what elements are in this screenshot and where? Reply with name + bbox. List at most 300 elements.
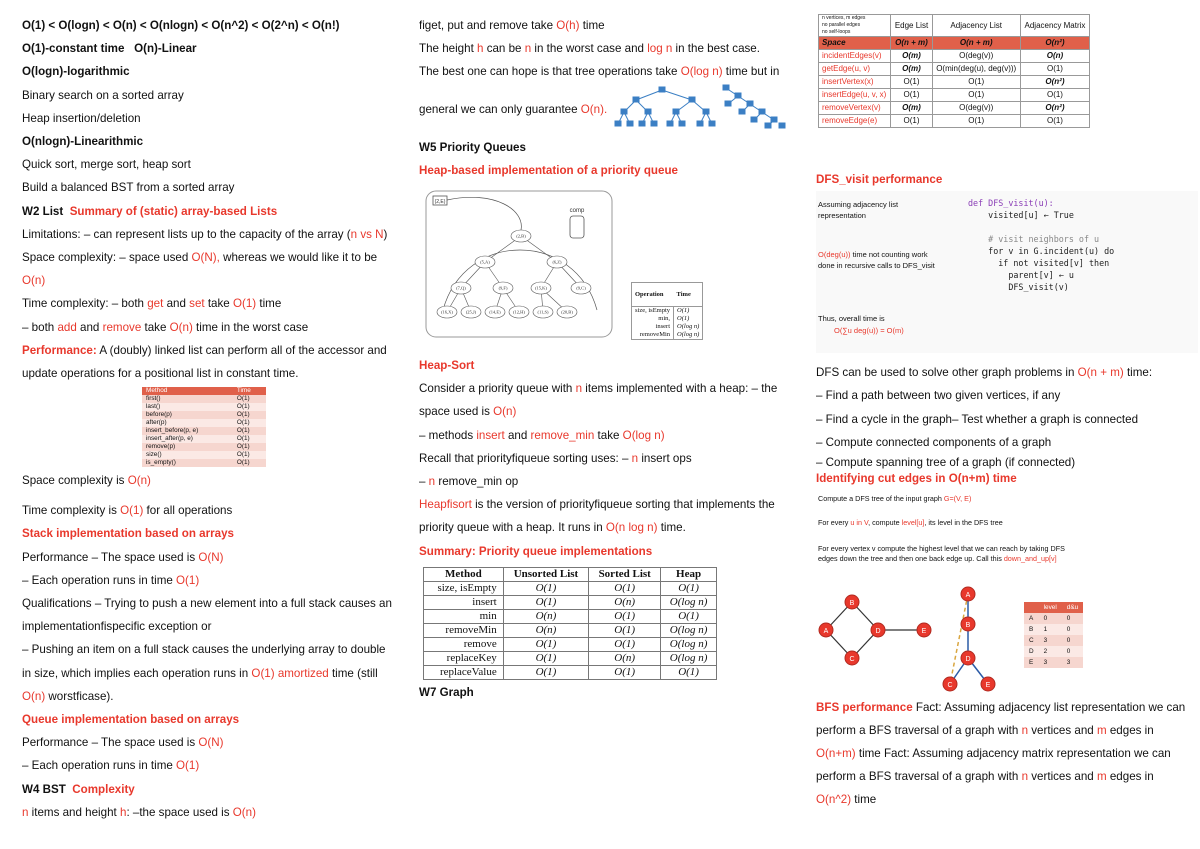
- push-3-red: O(n): [22, 689, 46, 703]
- heap-node-label: (14,E): [489, 309, 501, 315]
- hs-line-4: [419, 447, 803, 470]
- hs3-red: O(log n): [622, 428, 665, 442]
- graph-complexity-cell: O(deg(v)): [932, 102, 1020, 115]
- cut-edges-block: [816, 486, 1198, 696]
- bfs4-end: edges in: [1106, 770, 1154, 784]
- queue-perf-red: O(N): [198, 736, 224, 750]
- level-col-node: [1024, 602, 1039, 613]
- level-table-row: [1024, 624, 1083, 635]
- bfs-paragraph: [816, 696, 1198, 811]
- hs7-red: O(n log n): [605, 521, 658, 535]
- hs-line-7: [419, 516, 803, 539]
- column-3: [816, 14, 1198, 811]
- dfs-deg-note: [818, 249, 946, 271]
- method-table-header: [142, 387, 266, 395]
- method-time-cell: O(1): [236, 435, 250, 443]
- graph-op-cell: insertVertex(x): [819, 76, 891, 89]
- method-time-cell: O(1): [236, 427, 250, 435]
- time-all-line: [22, 499, 405, 522]
- method-time-cell: O(1): [236, 411, 250, 419]
- graph-complexity-cell: O(1): [932, 76, 1020, 89]
- adjacency-list-header: Adjacency List: [932, 15, 1020, 37]
- note-2: no parallel edges: [822, 22, 861, 28]
- heap-top-label: (2,E): [434, 199, 446, 206]
- op-name-cell: size, isEmpty: [635, 307, 671, 315]
- summary-title: Summary: Priority queue implementations: [419, 544, 653, 558]
- stack-perf-red: O(N): [198, 550, 224, 564]
- pq-method-cell: replaceKey: [424, 651, 504, 665]
- limitations-text: Limitations: – can represent lists up to the capacity of the array (: [22, 227, 351, 241]
- level-table-row: [1024, 646, 1083, 657]
- level-cell: 1: [1043, 626, 1048, 634]
- method-table-row: [142, 459, 266, 467]
- complexity-order: O(1) < O(logn) < O(n) < O(nlogn) < O(n^2) < O(2^n) < O(n!): [22, 19, 340, 32]
- best-end: time but in: [722, 65, 780, 79]
- w2-title: Summary of (static) array-based Lists: [69, 204, 278, 218]
- general-text: general we can only guarantee: [419, 102, 581, 116]
- time-o1: O(1): [232, 297, 257, 311]
- figet-line: [419, 14, 803, 37]
- graph-complexity-cell: O(m): [891, 63, 932, 76]
- level-cell: 0: [1066, 626, 1071, 634]
- edge-list-header: Edge List: [891, 15, 932, 37]
- column-2: [419, 14, 803, 704]
- pq-complexity-cell: O(1): [503, 581, 588, 595]
- heap-node-label: (9,C): [576, 285, 586, 291]
- bullet-3: – Compute connected components of a graph: [816, 435, 1052, 449]
- method-time-cell: O(1): [236, 459, 250, 467]
- graph-table-row: [819, 37, 1090, 50]
- space-line-2: O(n): [22, 274, 46, 288]
- heap-node-label: (7,Q): [456, 285, 466, 291]
- graph-op-cell: Space: [819, 37, 891, 50]
- level-table-row: [1024, 635, 1083, 646]
- pq-complexity-cell: O(n): [589, 595, 661, 609]
- space-is-text: Space complexity is: [22, 474, 128, 488]
- dfs-solve-end: time:: [1123, 366, 1153, 380]
- pq-complexity-cell: O(1): [589, 609, 661, 623]
- method-cell: first(): [146, 395, 161, 403]
- graph-complexity-cell: O(n²): [1020, 76, 1089, 89]
- node-d: D: [875, 628, 881, 636]
- note-1: n vertices, m edges: [822, 15, 866, 21]
- queue-each-red: O(1): [176, 759, 200, 773]
- height-end: in the best case.: [672, 42, 760, 56]
- cut3-text: For every vertex v compute the highest level that we can reach by taking DFS edges down the tree and then one back edge up. Call this: [818, 544, 1065, 564]
- cut2-level: level[u]: [901, 518, 925, 528]
- tree-shapes-illustration: [614, 84, 804, 130]
- code-line: # visit neighbors of u: [968, 234, 1100, 245]
- bfs4-n: n: [1021, 770, 1029, 784]
- both-text: – both: [22, 320, 58, 334]
- cut2-text-2: , compute: [868, 518, 902, 528]
- hs-line-5: [419, 470, 803, 493]
- both-take: take: [141, 320, 170, 334]
- pq-method-cell: removeMin: [424, 623, 504, 637]
- pq-table-row: [424, 651, 717, 665]
- time-text: Time complexity: – both: [22, 297, 148, 311]
- cut-edges-title: Identifying cut edges in O(n+m) time: [816, 472, 1017, 486]
- level-cell: D: [1029, 648, 1034, 656]
- stack-perf-line: [22, 546, 405, 569]
- level-cell: 2: [1043, 648, 1048, 656]
- graph-table-row: [819, 50, 1090, 63]
- qualifications-line: Qualifications – Trying to push a new element into a full stack causes an: [22, 597, 392, 611]
- cut2-text: For every: [818, 518, 851, 528]
- hs4-text: Recall that priorityfiqueue sorting uses: –: [419, 451, 632, 465]
- op-time-cell: O(1): [674, 307, 703, 316]
- bfs-line-2: [816, 719, 1198, 742]
- bst-text-2: : –the space used is: [126, 805, 233, 819]
- pq-table-row: [424, 609, 717, 623]
- w4-heading: [22, 778, 405, 801]
- height-line: [419, 37, 803, 60]
- bst-line: [22, 801, 405, 824]
- dfs-solve-line: [816, 361, 1198, 384]
- graph-complexity-cell: O(1): [932, 115, 1020, 128]
- cut-step-3: [818, 544, 1076, 564]
- level-table-row: [1024, 613, 1083, 624]
- graph-complexity-cell: O(n²): [1020, 102, 1089, 115]
- method-cell: size(): [146, 451, 162, 459]
- hs4-n: n: [631, 451, 639, 465]
- space-red: O(N),: [191, 251, 220, 265]
- code-line: DFS_visit(v): [968, 282, 1069, 293]
- pq-method-cell: min: [424, 609, 504, 623]
- dfs-title: DFS_visit performance: [816, 173, 943, 186]
- dfs-thus: Thus, overall time is: [818, 314, 885, 324]
- pq-complexity-cell: O(1): [661, 609, 717, 623]
- graph-table-block: [816, 14, 1198, 168]
- op-time-header: Time: [674, 283, 703, 307]
- graph-complexity-cell: O(1): [1020, 63, 1089, 76]
- time-all-end: for all operations: [143, 504, 233, 518]
- bfs-line-1: [816, 696, 1198, 719]
- stack-each-line: [22, 569, 405, 592]
- pq-complexity-cell: O(1): [503, 651, 588, 665]
- bfs4-text-2: vertices and: [1028, 770, 1097, 784]
- hs-line-2: [419, 400, 803, 423]
- space-line: [22, 246, 405, 269]
- graph-complexity-cell: O(1): [891, 115, 932, 128]
- bfs2-n: n: [1021, 724, 1029, 738]
- level-cell: A: [1029, 615, 1034, 623]
- method-time-cell: O(1): [236, 443, 250, 451]
- figet-end: time: [579, 19, 605, 32]
- time-take: take: [204, 297, 233, 311]
- stack-perf-text: Performance – The space used is: [22, 550, 199, 564]
- op-table-row: [632, 331, 703, 340]
- both-line: [22, 316, 405, 339]
- method-table-row: [142, 427, 266, 435]
- bullet-4: – Compute spanning tree of a graph (if connected): [816, 456, 1076, 470]
- graph-complexity-cell: O(n²): [1020, 37, 1089, 50]
- best-red: O(log n): [680, 65, 723, 79]
- heap-node-label: (5,A): [480, 259, 490, 265]
- dfs-visit-block: [816, 191, 1198, 353]
- method-time-cell: O(1): [236, 395, 250, 403]
- level-table: [1024, 602, 1083, 668]
- op-header: Operation: [632, 283, 674, 307]
- hs7-text: priority queue with a heap. It runs in: [419, 521, 606, 535]
- hs3-remove: remove_min: [530, 428, 595, 442]
- limitations-line: [22, 223, 405, 246]
- push-3-text: worstficase).: [45, 689, 114, 703]
- graph-complexity-cell: O(1): [891, 89, 932, 102]
- pq-header-cell: Sorted List: [589, 567, 661, 581]
- heap-op-table: [631, 282, 703, 340]
- method-table-row: [142, 435, 266, 443]
- tree-node-a: A: [965, 592, 971, 600]
- w4-title: Complexity: [72, 782, 135, 796]
- hs1-text: Consider a priority queue with: [419, 382, 576, 396]
- bst-n: n: [22, 805, 29, 819]
- performance-line-2: update operations for a positional list in constant time.: [22, 367, 299, 381]
- bfs3-red: O(n+m): [816, 747, 856, 761]
- best-line: [419, 60, 803, 83]
- node-c: C: [849, 656, 855, 664]
- dfs-graph-illustration: [816, 584, 1016, 696]
- comp-label: comp: [569, 208, 585, 215]
- bfs4-m: m: [1096, 770, 1107, 784]
- pq-header-cell: Heap: [661, 567, 717, 581]
- height-text-3: in the worst case and: [531, 42, 648, 56]
- bfs-label: BFS performance: [816, 701, 913, 715]
- op-table-row: [632, 323, 703, 331]
- dfs-solve-text: DFS can be used to solve other graph problems in: [816, 366, 1078, 380]
- heap-node-label: (6,Z): [552, 259, 562, 265]
- pq-complexity-cell: O(1): [503, 665, 588, 679]
- pq-complexity-cell: O(n): [503, 623, 588, 637]
- stack-title: Stack implementation based on arrays: [22, 527, 234, 541]
- queue-perf-line: [22, 731, 405, 754]
- level-cell: 0: [1043, 615, 1048, 623]
- bfs2-end: edges in: [1106, 724, 1154, 738]
- method-table-row: [142, 451, 266, 459]
- limitations-end: ): [383, 227, 388, 241]
- level-cell: E: [1029, 659, 1034, 667]
- method-table-row: [142, 443, 266, 451]
- op-time-cell: O(1): [674, 315, 703, 323]
- graph-complexity-cell: O(1): [1020, 115, 1089, 128]
- pq-method-cell: size, isEmpty: [424, 581, 504, 595]
- cut1-red: G=(V, E): [943, 494, 972, 504]
- cut-step-1: [818, 494, 971, 504]
- op-table-row: [632, 315, 703, 323]
- queue-perf-text: Performance – The space used is: [22, 736, 199, 750]
- method-cell: is_empty(): [146, 459, 176, 467]
- pq-complexity-cell: O(1): [589, 637, 661, 651]
- pq-method-cell: insert: [424, 595, 504, 609]
- pq-complexity-cell: O(1): [661, 665, 717, 679]
- space-end: whereas we would like it to be: [219, 251, 378, 265]
- hs6-red: Heapfisort: [419, 498, 472, 512]
- tree-node-d: D: [965, 656, 971, 664]
- pq-complexity-cell: O(1): [503, 637, 588, 651]
- height-text-2: can be: [483, 42, 525, 56]
- hs6-text: is the version of priorityfiqueue sorting that implements the: [471, 498, 775, 512]
- code-line: for v in G.incident(u) do: [968, 246, 1115, 257]
- heap-insertion-line: Heap insertion/deletion: [22, 111, 141, 125]
- level-cell: B: [1029, 626, 1034, 634]
- pq-table-row: [424, 665, 717, 679]
- method-table-row: [142, 403, 266, 411]
- graph-op-cell: getEdge(u, v): [819, 63, 891, 76]
- queue-each-text: – Each operation runs in time: [22, 759, 177, 773]
- bst-on: O(n): [232, 805, 256, 819]
- heap-diagram: [425, 190, 615, 340]
- graph-op-cell: removeVertex(v): [819, 102, 891, 115]
- graph-complexity-cell: O(1): [1020, 89, 1089, 102]
- bfs1-text: Fact: Assuming adjacency list representation we can: [912, 701, 1186, 715]
- pq-header-cell: Unsorted List: [503, 567, 588, 581]
- code-line: if not visited[v] then: [968, 258, 1110, 269]
- dfs-deg-red: O(deg(u)): [818, 250, 851, 260]
- heap-diagram-block: [419, 182, 803, 354]
- tree-node-b: B: [965, 622, 971, 630]
- figet-text: figet, put and remove take: [419, 19, 557, 32]
- time-all-text: Time complexity is: [22, 504, 121, 518]
- performance-label: Performance:: [22, 343, 97, 357]
- code-line: visited[u] ← True: [968, 210, 1074, 221]
- graph-table-row: [819, 63, 1090, 76]
- time-header: Time: [236, 387, 251, 395]
- general-block: [419, 84, 803, 130]
- bfs2-text: perform a BFS traversal of a graph with: [816, 724, 1022, 738]
- push-text: in size, which implies each operation runs in: [22, 666, 252, 680]
- method-cell: last(): [146, 403, 161, 411]
- code-line: parent[v] ← u: [968, 270, 1074, 281]
- pq-complexity-cell: O(n): [589, 651, 661, 665]
- op-time-cell: O(log n): [674, 323, 703, 331]
- push-end: time (still: [328, 666, 378, 680]
- pq-table-block: [419, 563, 803, 681]
- hs1-n: n: [575, 382, 583, 396]
- op-name-cell: removeMin: [639, 331, 671, 339]
- bst-h: h: [119, 805, 127, 819]
- linear-label: O(n)-Linear: [134, 42, 197, 56]
- pq-table-row: [424, 595, 717, 609]
- w7-title: W7 Graph: [419, 685, 474, 699]
- hs2-red: O(n): [493, 405, 517, 419]
- bullet-2: – Find a cycle in the graph– Test whether a graph is connected: [816, 412, 1139, 426]
- method-header: Method: [146, 387, 168, 395]
- method-table-block: [22, 385, 405, 499]
- pq-complexity-cell: O(log n): [661, 651, 717, 665]
- cut2-u: u in V: [850, 518, 869, 528]
- graph-complexity-cell: O(n): [1020, 50, 1089, 63]
- hs5-text: –: [419, 475, 429, 489]
- pq-complexity-cell: O(1): [503, 595, 588, 609]
- graph-complexity-cell: O(m): [891, 50, 932, 63]
- space-text: Space complexity: – space used: [22, 251, 192, 265]
- pq-complexity-cell: O(1): [589, 623, 661, 637]
- graph-table-row: [819, 89, 1090, 102]
- heap-node-label: (12,H): [513, 309, 525, 315]
- heap-node-label: (2,B): [516, 233, 526, 239]
- graph-complexity-cell: O(min(deg(u), deg(v))): [932, 63, 1020, 76]
- method-time-table: [142, 387, 266, 467]
- graph-table-row: [819, 102, 1090, 115]
- graph-op-cell: insertEdge(u, v, x): [819, 89, 891, 102]
- level-cell: 0: [1066, 637, 1071, 645]
- heap-node-label: (9,F): [498, 285, 508, 291]
- pq-complexity-cell: O(n): [503, 609, 588, 623]
- graph-op-cell: removeEdge(e): [819, 115, 891, 128]
- level-cell: C: [1029, 637, 1034, 645]
- hs3-insert: insert: [476, 428, 505, 442]
- dfs-solve-red: O(n + m): [1077, 366, 1124, 380]
- build-bst-line: Build a balanced BST from a sorted array: [22, 181, 235, 195]
- sorts-line: Quick sort, merge sort, heap sort: [22, 158, 191, 172]
- pq-summary-table: [423, 567, 717, 680]
- node-a: A: [823, 628, 829, 636]
- tree-node-e: E: [985, 682, 991, 690]
- queue-each-line: [22, 754, 405, 777]
- graph-notes: [819, 15, 891, 37]
- time-all-red: O(1): [120, 504, 144, 518]
- performance-line: [22, 339, 405, 362]
- hs5-end: remove_min op: [435, 475, 519, 489]
- cut-step-2: [818, 518, 1003, 528]
- op-name-cell: insert: [655, 323, 671, 331]
- general-red: O(n).: [580, 102, 608, 116]
- hs3-text: – methods: [419, 428, 477, 442]
- graph-complexity-table: [818, 14, 1090, 128]
- linearithmic-label: O(nlogn)-Linearithmic: [22, 135, 144, 149]
- op-table-row: [632, 307, 703, 316]
- bfs4-text: perform a BFS traversal of a graph with: [816, 770, 1022, 784]
- graph-complexity-cell: O(n + m): [932, 37, 1020, 50]
- level-col-level: level: [1043, 604, 1057, 612]
- height-n: n: [524, 42, 532, 56]
- graph-complexity-cell: O(n + m): [891, 37, 932, 50]
- height-log: log n: [647, 42, 673, 56]
- note-3: no self-loops: [822, 29, 851, 35]
- push-line: – Pushing an item on a full stack causes the underlying array to double: [22, 643, 386, 657]
- both-remove: remove: [102, 320, 142, 334]
- both-and: and: [76, 320, 103, 334]
- level-cell: 0: [1066, 615, 1071, 623]
- push-line-3: [22, 685, 405, 708]
- performance-text: A (doubly) linked list can perform all of the accessor and: [96, 343, 387, 357]
- op-time-cell: O(log n): [674, 331, 703, 340]
- constant-time: O(1)-constant time: [22, 42, 125, 56]
- level-col-du: d&u: [1066, 604, 1079, 612]
- graph-complexity-cell: O(m): [891, 102, 932, 115]
- pq-method-cell: replaceValue: [424, 665, 504, 679]
- w4-label: W4 BST: [22, 782, 66, 796]
- bfs-line-4: [816, 765, 1198, 788]
- general-line: [419, 98, 607, 121]
- graph-complexity-cell: O(deg(v)): [932, 50, 1020, 63]
- hs-line-3: [419, 424, 803, 447]
- level-cell: 0: [1066, 648, 1071, 656]
- pq-complexity-cell: O(log n): [661, 637, 717, 651]
- stack-each-text: – Each operation runs in time: [22, 573, 177, 587]
- space-is-red: O(n): [127, 474, 151, 488]
- method-table-row: [142, 411, 266, 419]
- heap-node-label: (25,J): [465, 309, 477, 315]
- time-line: [22, 292, 405, 315]
- pq-complexity-cell: O(log n): [661, 595, 717, 609]
- bfs-line-5: [816, 788, 1198, 811]
- hs3-take: take: [594, 428, 623, 442]
- cut3-red: down_and_up[v]: [1003, 554, 1057, 564]
- pq-complexity-cell: O(1): [589, 665, 661, 679]
- bfs3-text: time Fact: Assuming adjacency matrix representation we can: [855, 747, 1171, 761]
- time-set: set: [189, 297, 205, 311]
